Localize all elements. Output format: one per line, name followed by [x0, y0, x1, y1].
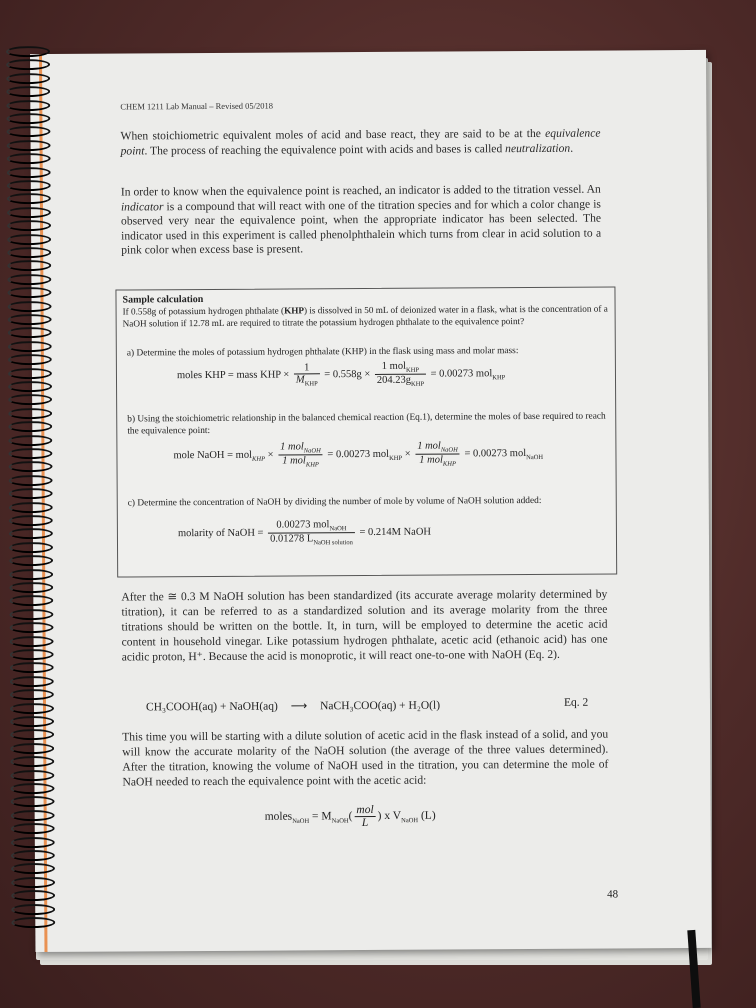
intro-paragraph-1: When stoichiometric equivalent moles of acid and base react, they are said to be at the equivalence point. The process of reaching the equivalence point with acids and bases is called neutralization. — [120, 126, 601, 158]
spiral-coil — [8, 636, 52, 644]
page-number: 48 — [607, 888, 619, 901]
equation-c: molarity of NaOH = $\frac{0.00273 mol_{NaOH}}{0.01278 L_{NaOH solution}}$ = 0.214M NaOH — [177, 519, 432, 547]
reaction-equation: CH₃COOH(aq) + NaOH(aq) ⟶ NaCH₃COO(aq) + H₂O(l) — [145, 699, 441, 714]
spiral-coil — [6, 421, 50, 429]
spiral-coil — [6, 314, 50, 322]
spiral-coil — [4, 100, 48, 108]
spiral-coil — [7, 528, 51, 536]
spiral-coil — [6, 448, 50, 456]
equation-b: mole NaOH = mol$_{KHP}$ × $\frac{1 mol_{NaOH}}{1 mol_{KHP}}$ = 0.00273 mol$_{KHP}$ × $\frac{1 mol_{NaOH}}{1 mol_{KHP}}$ = 0.00273 mol$_{NaOH}$ — [173, 440, 544, 469]
spiral-coil — [9, 837, 53, 845]
spiral-coil — [6, 394, 50, 402]
spiral-coil — [5, 180, 49, 188]
spiral-coil — [6, 327, 50, 335]
spiral-coil — [9, 890, 53, 898]
spiral-coil — [8, 756, 52, 764]
spiral-coil — [4, 86, 48, 94]
spiral-coil — [7, 475, 51, 483]
spiral-coil — [9, 810, 53, 818]
spiral-coil — [5, 193, 49, 201]
spiral-coil — [5, 207, 49, 215]
spiral-coil — [7, 595, 51, 603]
spiral-coil — [6, 354, 50, 362]
after-paragraph: After the ≅ 0.3 M NaOH solution has been standardized (its accurate average molarity determined by titration), it can be referred to as a standardized solution and its average molarity from the three titrations should be written on the bottle. It, in turn, will be employed to determine the acetic acid content in household vinegar. Like potassium hydrogen phthalate, acetic acid (ethanoic acid) has one acidic proton, H⁺. Because the acid is monoprotic, it will react one-to-one with NaOH (Eq. 2). — [121, 587, 608, 664]
spiral-coil — [8, 783, 52, 791]
spiral-coil — [9, 917, 53, 925]
spiral-coil — [6, 461, 50, 469]
final-equation: moles$_{NaOH}$ = $M_{NaOH}$( $\frac{\text{mol}}{L}$ ) x $V_{NaOH}$ (L) — [264, 803, 436, 830]
spiral-coil — [5, 220, 49, 228]
spiral-coil — [5, 140, 49, 148]
spiral-coil — [9, 796, 53, 804]
spiral-coil — [8, 729, 52, 737]
spiral-coil — [8, 770, 52, 778]
spiral-coil — [4, 126, 48, 134]
spiral-coil — [8, 703, 52, 711]
spiral-coil — [8, 716, 52, 724]
spiral-coil — [4, 59, 48, 67]
spiral-coil — [5, 287, 49, 295]
spiral-coil — [7, 569, 51, 577]
final-paragraph: This time you will be starting with a dilute solution of acetic acid in the flask instead of a solid, and you will know the accurate molarity of the NaOH solution (the average of the three values determined). After the titration, knowing the volume of NaOH used in the titration, you can determine the mole of NaOH needed to reach the equivalence point with the acetic acid: — [122, 727, 609, 789]
spiral-coil — [6, 341, 50, 349]
spiral-coil — [9, 877, 53, 885]
spiral-coil — [9, 850, 53, 858]
step-c-text: c) Determine the concentration of NaOH by dividing the number of mole by volume of NaOH solution added: — [127, 495, 542, 509]
spiral-coil — [4, 46, 48, 54]
spiral-coil — [9, 823, 53, 831]
spiral-coil — [8, 689, 52, 697]
spiral-coil — [7, 555, 51, 563]
spiral-coil — [5, 153, 49, 161]
page-header: CHEM 1211 Lab Manual – Revised 05/2018 — [120, 100, 274, 112]
spiral-coil — [7, 542, 51, 550]
spiral-coil — [4, 73, 48, 81]
spiral-coil — [7, 582, 51, 590]
step-a-text: a) Determine the moles of potassium hydrogen phthalate (KHP) in the flask using mass and molar mass: — [126, 346, 519, 359]
spiral-coil — [8, 649, 52, 657]
spiral-coil — [8, 743, 52, 751]
spiral-coil — [7, 609, 51, 617]
spiral-coil — [8, 662, 52, 670]
spiral-coil — [5, 247, 49, 255]
spiral-coil — [5, 260, 49, 268]
spiral-coil — [5, 274, 49, 282]
intro-paragraph-2: In order to know when the equivalence point is reached, an indicator is added to the titration vessel. An indicator is a compound that will react with one of the titration species and for which a color change is observed very near the equivalence point, when the appropriate indicator has been selected. The indicator used in this experiment is called phenolphthalein which turns from clear in acid solution to a pink color when excess base is present. — [120, 182, 602, 257]
lab-manual-page — [30, 50, 711, 952]
spiral-coil — [6, 408, 50, 416]
equation-label: Eq. 2 — [563, 696, 589, 709]
spiral-coil — [7, 502, 51, 510]
spiral-coil — [9, 904, 53, 912]
spiral-coil — [8, 676, 52, 684]
spiral-coil — [7, 488, 51, 496]
equation-a: moles KHP = mass KHP × $\frac{1}{M_{KHP}}$ = 0.558g × $\frac{1 mol_{KHP}}{204.23g_{KHP}}$ = 0.00273 mol$_{KHP}$ — [176, 360, 506, 388]
spiral-coil — [4, 113, 48, 121]
spiral-coil — [6, 368, 50, 376]
spiral-coil — [7, 622, 51, 630]
sample-calculation-box — [115, 286, 617, 577]
sample-title: Sample calculation — [122, 294, 204, 306]
spiral-coil — [5, 234, 49, 242]
spiral-coil — [5, 167, 49, 175]
spiral-coil — [6, 301, 50, 309]
spiral-coil — [7, 515, 51, 523]
step-b-text: b) Using the stoichiometric relationship in the balanced chemical reaction (Eq.1), determine the moles of base required to reach the equivalence point: — [127, 411, 606, 436]
sample-question: If 0.558g of potassium hydrogen phthalate (KHP) is dissolved in 50 mL of deionized water in a flask, what is the concentration of a NaOH solution if 12.78 mL are required to titrate the potassium hydrogen phthalate to the equivalence point? — [122, 303, 608, 329]
spiral-coil — [6, 435, 50, 443]
spiral-coil — [9, 863, 53, 871]
spiral-coil — [6, 381, 50, 389]
spiral-binding — [30, 50, 706, 54]
